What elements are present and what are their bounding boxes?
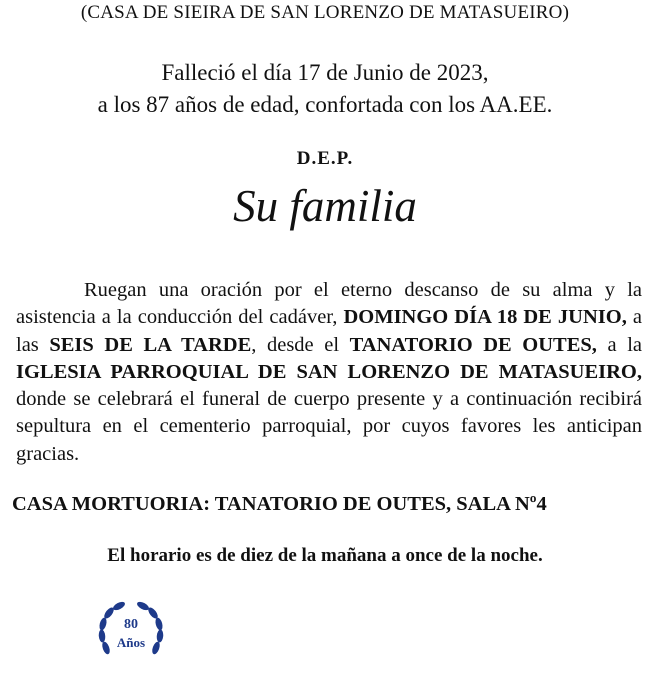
mortuary-room: CASA MORTUORIA: TANATORIO DE OUTES, SALA Nº4 bbox=[12, 493, 547, 515]
paragraph-text-1: Ruegan una oración por el eterno descanso de su alma y la asistencia a la conducción del cadáver, bbox=[16, 279, 642, 329]
paragraph-date: DOMINGO DÍA 18 DE JUNIO, bbox=[343, 306, 627, 329]
family-signature: Su familia bbox=[233, 181, 417, 231]
paragraph-text-2: a las bbox=[16, 306, 642, 356]
house-subtitle: (CASA DE SIEIRA DE SAN LORENZO DE MATASUEIRO) bbox=[80, 2, 570, 23]
death-age-line: a los 87 años de edad, confortada con los AA.EE. bbox=[97, 92, 553, 117]
badge-number: 80 bbox=[124, 617, 138, 632]
paragraph-time: SEIS DE LA TARDE bbox=[49, 333, 252, 356]
paragraph-funeral-home: TANATORIO DE OUTES, bbox=[349, 333, 597, 356]
paragraph-church: IGLESIA PARROQUIAL DE SAN LORENZO DE MATASUEIRO, bbox=[16, 360, 642, 383]
death-date-line: Falleció el día 17 de Junio de 2023, bbox=[161, 60, 489, 85]
dep-heading: D.E.P. bbox=[296, 148, 354, 169]
badge-word: Años bbox=[116, 635, 146, 650]
visiting-hours: El horario es de diez de la mañana a once de la noche. bbox=[107, 545, 543, 566]
funeral-paragraph bbox=[16, 277, 642, 468]
anniversary-badge bbox=[92, 600, 170, 670]
paragraph-text-4: a la bbox=[596, 333, 642, 356]
paragraph-text-5: donde se celebrará el funeral de cuerpo presente y a continuación recibirá sepultura en el cementerio parroquial, por cuyos favores les anticipan gracias. bbox=[16, 388, 642, 465]
paragraph-text-3: , desde el bbox=[251, 333, 350, 356]
